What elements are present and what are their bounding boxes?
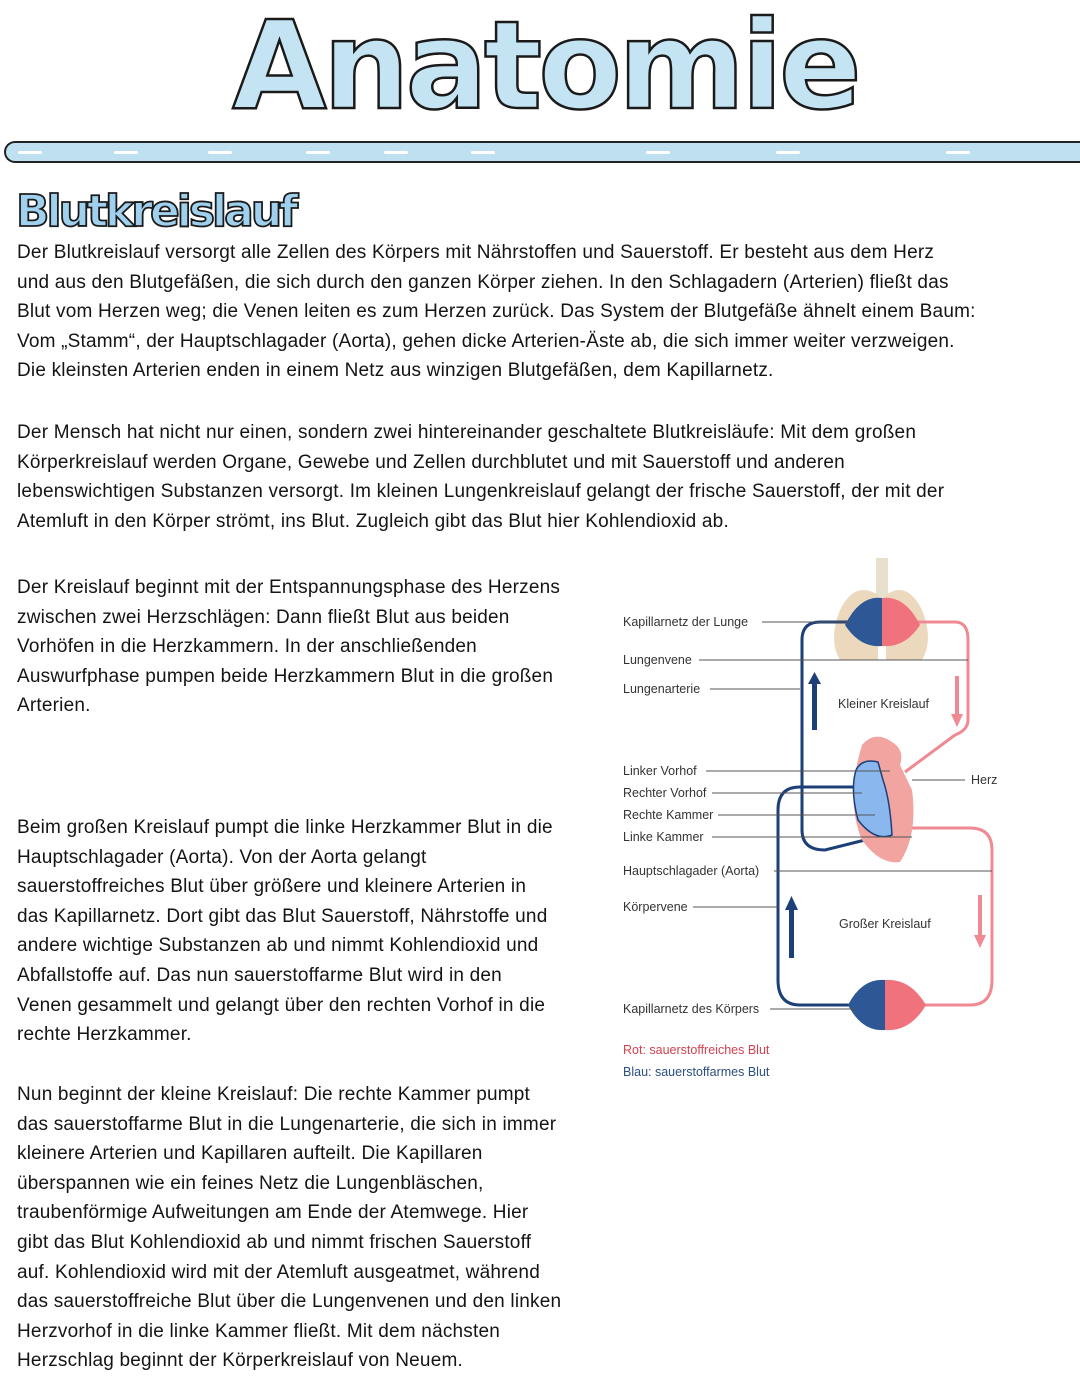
paragraph-two-circuits xyxy=(17,418,944,536)
text-line: das sauerstoffarme Blut in die Lungenarterie, die sich in immer xyxy=(17,1113,557,1135)
text-line: kleinere Arterien und Kapillaren aufteilt. Die Kapillaren xyxy=(17,1143,483,1165)
text-line: Auswurfphase pumpen beide Herzkammern Blut in die großen xyxy=(17,665,554,687)
text-line: Atemluft in den Körper strömt, ins Blut. Zugleich gibt das Blut hier Kohlendioxid ab. xyxy=(17,510,729,532)
title-anatomie xyxy=(150,8,940,123)
title-text: Anatomie xyxy=(232,8,858,123)
legend-red: Rot: sauerstoffreiches Blut xyxy=(623,1043,770,1057)
label-body-capillaries: Kapillarnetz des Körpers xyxy=(623,1002,760,1016)
text-line: das sauerstoffreiche Blut über die Lungenvenen und den linken xyxy=(17,1291,562,1313)
label-small-circuit: Kleiner Kreislauf xyxy=(838,697,930,711)
arrow-down-icon xyxy=(974,895,986,948)
text-line: Vorhöfen in die Herzkammern. In der anschließenden xyxy=(17,636,477,658)
text-line: andere wichtige Substanzen ab und nimmt Kohlendioxid und xyxy=(17,935,539,957)
label-pulmonary-vein: Lungenvene xyxy=(623,653,692,667)
text-line: Herzvorhof in die linke Kammer fließt. Mit dem nächsten xyxy=(17,1320,501,1342)
text-line: das Kapillarnetz. Dort gibt das Blut Sauerstoff, Nährstoffe und xyxy=(17,905,548,927)
subtitle-text: Blutkreislauf xyxy=(16,186,296,236)
body-capillary-red xyxy=(885,980,926,1030)
label-large-circuit: Großer Kreislauf xyxy=(839,917,931,931)
paragraph-large-circuit xyxy=(17,813,553,1050)
label-right-atrium: Rechter Vorhof xyxy=(623,786,707,800)
text-line: Beim großen Kreislauf pumpt die linke Herzkammer Blut in die xyxy=(17,817,553,838)
text-line: auf. Kohlendioxid wird mit der Atemluft ausgeatmet, während xyxy=(17,1261,540,1283)
text-line: Hauptschlagader (Aorta). Von der Aorta gelangt xyxy=(17,846,427,868)
label-body-vein: Körpervene xyxy=(623,900,688,914)
text-line: Der Mensch hat nicht nur einen, sondern zwei hintereinander geschaltete Blutkreisläufe: Mit dem großen xyxy=(17,422,917,443)
label-pulmonary-artery: Lungenarterie xyxy=(623,682,701,696)
text-line: Herzschlag beginnt der Körperkreislauf von Neuem. xyxy=(17,1350,463,1372)
arrow-down-icon xyxy=(951,676,963,727)
text-line: gibt das Blut Kohlendioxid ab und nimmt frischen Sauerstoff xyxy=(17,1231,532,1253)
section-heading-blutkreislauf xyxy=(12,184,352,236)
text-line: lebenswichtigen Substanzen versorgt. Im kleinen Lungenkreislauf gelangt der frische Sauerstoff, der mit der xyxy=(17,481,945,503)
paragraph-small-circuit xyxy=(17,1080,561,1376)
legend-blue: Blau: sauerstoffarmes Blut xyxy=(623,1065,770,1079)
label-right-ventricle: Rechte Kammer xyxy=(623,808,714,822)
text-line: und aus den Blutgefäßen, die sich durch den ganzen Körper ziehen. In den Schlagadern (Arterien) fließt das xyxy=(17,271,949,293)
text-line: sauerstoffreiches Blut über größere und kleinere Arterien in xyxy=(17,876,527,898)
text-line: Arterien. xyxy=(17,695,91,717)
label-aorta: Hauptschlagader (Aorta) xyxy=(623,864,760,878)
label-left-ventricle: Linke Kammer xyxy=(623,830,704,844)
arrow-up-icon xyxy=(808,672,821,730)
text-line: rechte Herzkammer. xyxy=(17,1024,192,1046)
heart-icon xyxy=(853,737,913,863)
label-heart: Herz xyxy=(971,773,998,787)
body-vein-line xyxy=(778,787,855,1005)
label-left-atrium: Linker Vorhof xyxy=(623,764,697,778)
text-line: zwischen zwei Herzschlägen: Dann fließt Blut aus beiden xyxy=(17,606,510,628)
paragraph-cycle-start xyxy=(17,573,560,721)
text-line: Vom „Stamm“, der Hauptschlagader (Aorta), gehen dicke Arterien-Äste ab, die sich immer weiter verzweigen. xyxy=(17,330,955,352)
leader-lines xyxy=(693,622,992,1009)
title-divider xyxy=(4,141,1080,163)
text-line: überspannen wie ein feines Netz die Lungenbläschen, xyxy=(17,1172,484,1194)
label-lung-capillaries: Kapillarnetz der Lunge xyxy=(623,615,749,629)
text-line: traubenförmige Aufweitungen am Ende der Atemwege. Hier xyxy=(17,1202,529,1224)
body-capillary-blue xyxy=(848,980,885,1030)
text-line: Der Blutkreislauf versorgt alle Zellen des Körpers mit Nährstoffen und Sauerstoff. Er besteht aus dem Herz xyxy=(17,242,935,263)
text-line: Abfallstoffe auf. Das nun sauerstoffarme Blut wird in den xyxy=(17,964,502,986)
text-line: Blut vom Herzen weg; die Venen leiten es zum Herzen zurück. Das System der Blutgefäße ähnelt einem Baum: xyxy=(17,301,976,323)
text-line: Die kleinsten Arterien enden in einem Netz aus winzigen Blutgefäßen, dem Kapillarnetz. xyxy=(17,360,774,382)
text-line: Nun beginnt der kleine Kreislauf: Die rechte Kammer pumpt xyxy=(17,1084,531,1105)
arrow-up-icon xyxy=(785,896,798,958)
text-line: Der Kreislauf beginnt mit der Entspannungsphase des Herzens xyxy=(17,577,561,598)
blood-circulation-diagram xyxy=(600,550,1080,1090)
text-line: Körperkreislauf werden Organe, Gewebe und Zellen durchblutet und mit Sauerstoff und anderen xyxy=(17,451,845,473)
text-line: Venen gesammelt und gelangt über den rechten Vorhof in die xyxy=(17,994,546,1016)
paragraph-intro xyxy=(17,238,976,386)
